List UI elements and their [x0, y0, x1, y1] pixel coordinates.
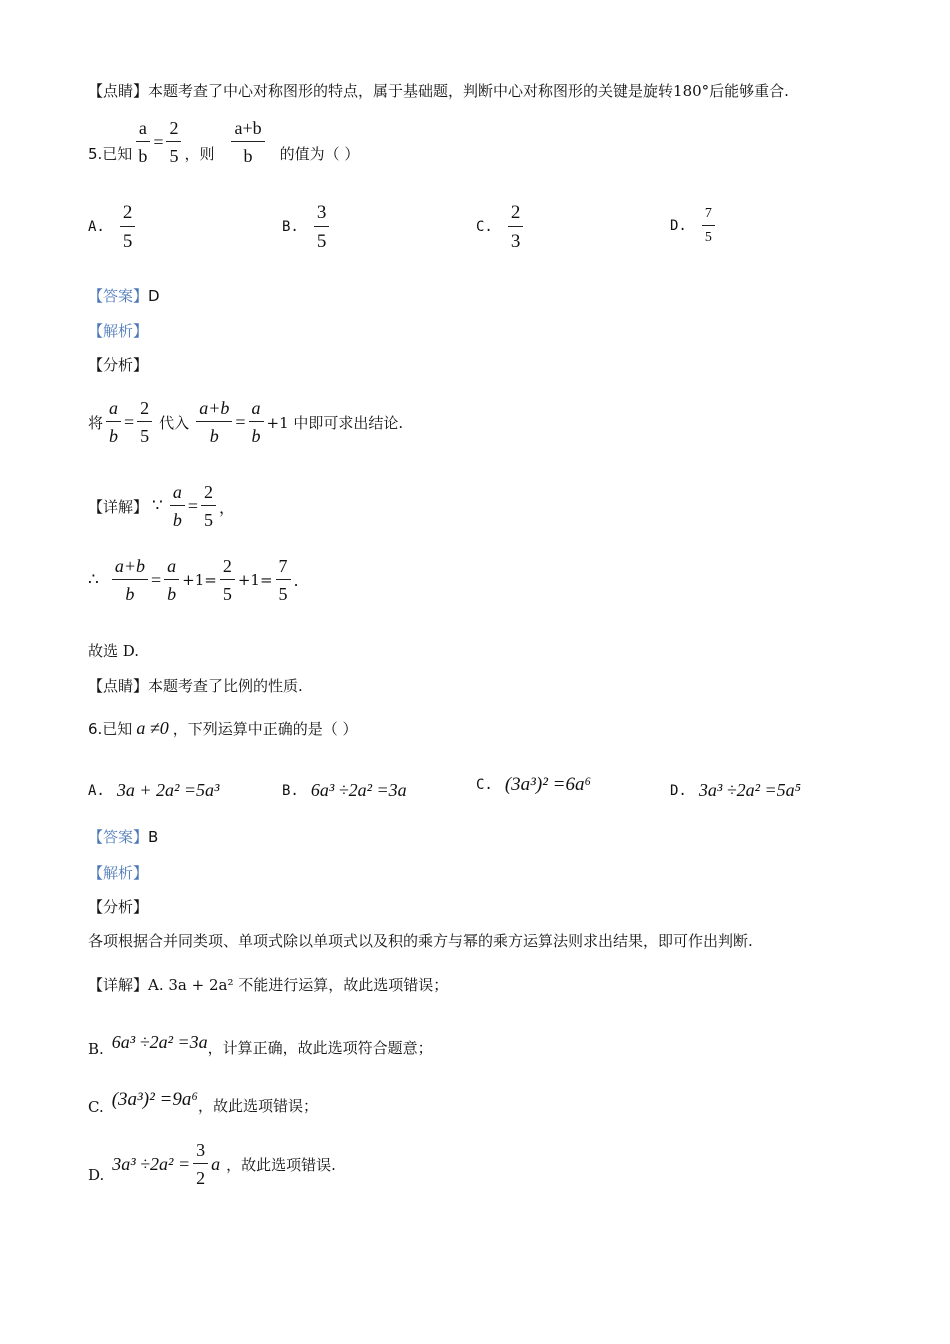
question-5-stem [88, 118, 359, 166]
q6-answer-line: 【答案】 B [88, 827, 159, 846]
equals-sign: = [153, 131, 164, 152]
fraction-a-plus-b-over-b: $\frac{a+b}{b}$ [231, 118, 264, 166]
q6-fenxi-line: 【分析】 [88, 898, 149, 916]
q6-fenxi-text: 各项根据合并同类项、单项式除以单项式以及积的乘方与幂的乘方运算法则求出结果，即可作出判断. [88, 932, 753, 950]
q6-option-b: B. 6a³ ÷2a² =3a [282, 780, 407, 800]
q6-detail-d: D. 3a³ ÷2a² = $\frac{3}{2}$ a ，故此选项错误. [88, 1140, 336, 1188]
fraction-a-over-b: $\frac{a}{b}$ [135, 118, 150, 166]
fenxi-tag: 【分析】 [88, 356, 149, 374]
q6-option-a: A. 3a + 2a² =5a³ [88, 780, 220, 800]
q5-option-a: A. $\frac{2}{5}$ [88, 202, 138, 252]
q5-detail-line-2: ∴ $\frac{a+b}{b}$ = $\frac{a}{b}$ +1= $\frac{2}{5}$ +1= $\frac{7}{5}$ . [88, 556, 299, 604]
question-6-number: 6.已知 [88, 720, 133, 738]
q5-option-d: D. $\frac{7}{5}$ [670, 206, 718, 246]
therefore-symbol: ∴ [88, 570, 99, 590]
q6-option-c: C. (3a³)² =6a⁶ [476, 774, 592, 795]
q5-conclusion: 故选 D. [88, 642, 140, 660]
dianjing-line-2: 【点睛】 本题考查了比例的性质. [88, 677, 303, 695]
q6-detail-a: 【详解】 A. 3a + 2a² 不能进行运算，故此选项错误； [88, 976, 449, 994]
jiexi-tag: 【解析】 [88, 322, 149, 340]
dianjing-text: 本题考查了中心对称图形的特点，属于基础题，判断中心对称图形的关键是旋转180°后能够重合. [148, 82, 789, 100]
question-6-stem: 6.已知 a ≠0 ，下列运算中正确的是（ ） [88, 718, 358, 738]
dianjing-line-1 [88, 80, 789, 101]
question-6-condition: a ≠0 [136, 718, 169, 738]
q5-fenxi-line [88, 354, 148, 375]
q6-detail-c: C. (3a³)² =9a⁶ ，故此选项错误； [88, 1089, 318, 1116]
q6-jiexi-line: 【解析】 [88, 864, 149, 882]
question-5-then: ，则 [184, 144, 215, 163]
q6-option-d: D. 3a³ ÷2a² =5a⁵ [670, 780, 801, 800]
q5-fenxi-formula: 将 $\frac{a}{b}$ = $\frac{2}{5}$ 代入 $\frac{a+b}{b}$ = $\frac{a}{b}$ +1 中即可求出结论. [88, 398, 404, 446]
question-5-ask: 的值为（ ） [279, 144, 360, 163]
dianjing-tag: 【点睛】 [88, 82, 149, 100]
answer-tag: 【答案】 [88, 287, 149, 305]
q6-detail-b: B. 6a³ ÷2a² =3a ，计算正确，故此选项符合题意； [88, 1031, 433, 1058]
q5-option-b: B. $\frac{3}{5}$ [282, 202, 332, 252]
question-5-number: 5.已知 [88, 144, 133, 163]
q5-detail-line-1: 【详解】 ∵ $\frac{a}{b}$ = $\frac{2}{5}$ ， [88, 482, 236, 530]
answer-value: D [148, 286, 160, 305]
because-symbol: ∵ [152, 496, 163, 516]
q5-answer-line [88, 285, 160, 306]
q5-jiexi-line [88, 320, 148, 341]
q5-option-c: C. $\frac{2}{3}$ [476, 202, 526, 252]
fraction-2-over-5: $\frac{2}{5}$ [166, 118, 181, 166]
